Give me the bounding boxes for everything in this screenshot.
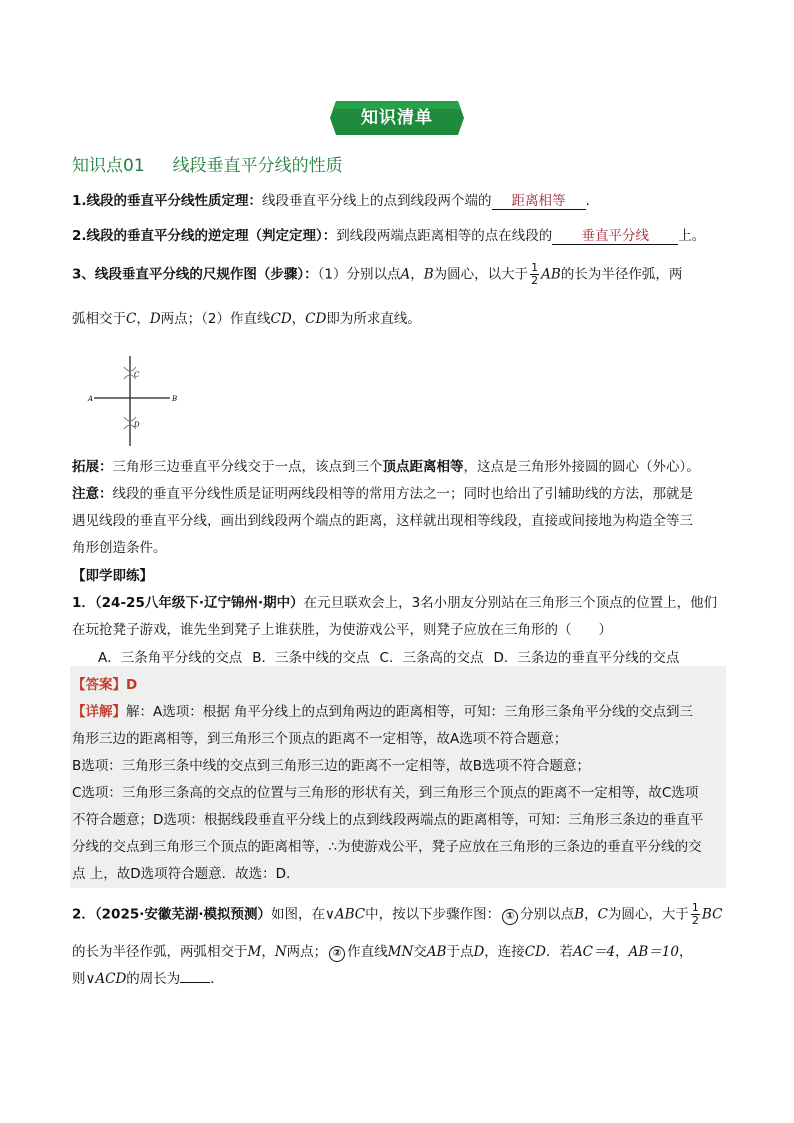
detail-line-5: 不符合题意；D选项：根据线段垂直平分线上的点到线段两端点的距离相等，可知：三角形三条边的垂直平: [72, 812, 704, 828]
theorem-1-end: .: [585, 193, 590, 209]
text: ，这点是三角形外接圆的圆心（外心）。: [463, 459, 700, 475]
detail-line-6: 分线的交点到三角形三个顶点的距离相等，∴为使游戏公平，凳子应放在三角形的三条边的垂直平分线的交: [72, 839, 702, 855]
question-source: （2025·安徽芜湖·模拟预测）: [94, 906, 271, 923]
triangle-abc: ∨ABC: [325, 906, 366, 923]
text: 作直线: [347, 944, 388, 960]
answer-line: [72, 673, 137, 693]
fraction-one-half: [691, 902, 700, 927]
note-line-2: 遇见线段的垂直平分线，画出到线段两个端点的距离，这样就出现相等线段，直接或间接地为构造全等三: [72, 513, 693, 529]
given-ab: AB＝10: [628, 944, 679, 960]
text: 为圆心，大于: [607, 906, 689, 923]
text: 的周长为: [126, 971, 181, 987]
note-line-1: [72, 482, 693, 502]
option-b: B．三条中线的交点: [252, 650, 370, 666]
text: 的长为半径作弧，两: [560, 266, 683, 283]
detail-line-3: B选项：三角形三条中线的交点到三角形三边的距离不一定相等，故B选项不符合题意；: [72, 758, 591, 774]
detail-label: 【详解】: [72, 704, 126, 720]
text: 于点: [446, 944, 474, 960]
line-cd: CD: [305, 311, 327, 327]
segment-bc: BC: [701, 906, 723, 923]
numerator: 1: [531, 261, 539, 274]
label-b: B: [172, 395, 178, 403]
text: 如图，在: [271, 906, 325, 923]
text: 的长为半径作弧，两弧相交于: [72, 944, 248, 960]
question-1-options: [98, 646, 679, 666]
point-b: B: [574, 906, 585, 923]
theorem-2-answer: 垂直平分线: [552, 224, 678, 245]
detail-line-7: 点 上，故D选项符合题意．故选：D．: [72, 866, 300, 882]
question-2-line-1: [72, 902, 722, 927]
text: ，: [136, 311, 150, 327]
section-banner: [330, 98, 464, 138]
theorem-1-lead: 1.线段的垂直平分线性质定理：: [72, 193, 263, 209]
denominator: 2: [531, 274, 539, 287]
denominator: 2: [691, 914, 699, 927]
text: 则: [72, 971, 86, 987]
text: 即为所求直线。: [326, 311, 421, 327]
option-c: C．三条高的交点: [379, 650, 484, 666]
question-number: 2．: [72, 906, 95, 923]
step-1-marker: ①: [502, 909, 518, 925]
text: 两点；: [286, 944, 328, 960]
detail-line-4: C选项：三角形三条高的交点的位置与三角形的形状有关，到三角形三个顶点的距离不一定相等，故C选项: [72, 785, 699, 801]
step-2-marker: ②: [329, 946, 345, 962]
theorem-1-answer: 距离相等: [492, 189, 586, 210]
option-d: D．三条边的垂直平分线的交点: [493, 650, 680, 666]
text: 两点；（2）作直线: [160, 311, 271, 327]
question-2-line-3: [72, 967, 224, 987]
extension-note: [72, 455, 700, 475]
point-a: A: [400, 266, 411, 283]
numerator: 1: [691, 901, 699, 914]
text: 在元旦联欢会上，3名小朋友分别站在三角形三个顶点的位置上，他们: [303, 595, 718, 611]
text: ．若: [545, 944, 573, 960]
point-m: M: [247, 944, 262, 960]
construction-steps-line-1: [72, 262, 682, 287]
label-c: C: [134, 371, 140, 379]
extension-lead: 拓展：: [72, 459, 113, 475]
construction-steps-line-2: [72, 307, 421, 327]
text: ，: [584, 906, 598, 923]
theorem-1-text: 线段垂直平分线上的点到线段两个端的: [262, 193, 492, 209]
theorem-2-lead: 2.线段的垂直平分线的逆定理（判定定理）：: [72, 228, 337, 244]
label-a: A: [88, 395, 94, 403]
fraction-one-half: [530, 262, 539, 287]
text: 弧相交于: [72, 311, 126, 327]
emphasis: 顶点距离相等: [382, 459, 464, 475]
triangle-acd: ∨ACD: [85, 971, 127, 987]
answer-value: D: [126, 677, 138, 693]
text: 为圆心，以大于: [433, 266, 529, 283]
theorem-1: [72, 189, 590, 210]
line-cd: CD: [270, 311, 292, 327]
label-d: D: [134, 421, 140, 429]
note-line-3: 角形创造条件。: [72, 540, 167, 556]
text: 分别以点: [520, 906, 575, 923]
point-d: D: [473, 944, 485, 960]
knowledge-point-number: 知识点01: [72, 156, 145, 176]
answer-label: 【答案】: [72, 677, 126, 693]
question-1-line-1: [72, 591, 717, 611]
text: ．: [210, 971, 224, 987]
theorem-2-text: 到线段两端点距离相等的点在线段的: [336, 228, 553, 244]
text: 三角形三边垂直平分线交于一点，该点到三个: [112, 459, 383, 475]
point-c: C: [126, 311, 137, 327]
knowledge-point-heading: [72, 151, 343, 176]
segment-cd: CD: [524, 944, 546, 960]
segment-ab: AB: [426, 944, 447, 960]
text: ，: [410, 266, 424, 283]
perpendicular-bisector-figure: [86, 353, 182, 449]
question-1-line-2: 在玩抢凳子游戏，谁先坐到凳子上谁获胜，为使游戏公平，则凳子应放在三角形的（ ）: [72, 622, 612, 638]
question-number: 1．: [72, 595, 95, 611]
segment-ab: AB: [541, 266, 561, 283]
text: 交: [413, 944, 427, 960]
knowledge-point-title: 线段垂直平分线的性质: [172, 156, 343, 176]
note-lead: 注意：: [72, 486, 113, 502]
text: 线段的垂直平分线性质是证明两线段相等的常用方法之一；同时也给出了引辅助线的方法，那就是: [112, 486, 693, 502]
text: （1）分别以点: [317, 266, 401, 283]
answer-blank[interactable]: [180, 982, 210, 983]
line-mn: MN: [387, 944, 414, 960]
practice-heading: 【即学即练】: [72, 568, 153, 584]
text: 中，按以下步骤作图：: [365, 906, 501, 923]
question-source: （24-25八年级下·辽宁锦州·期中）: [94, 595, 304, 611]
banner-title: 知识清单: [361, 108, 433, 128]
detail-line-2: 角形三边的距离相等，到三角形三个顶点的距离不一定相等，故A选项不符合题意；: [72, 731, 568, 747]
detail-line-1: [72, 700, 693, 720]
option-a: A．三条角平分线的交点: [98, 650, 243, 666]
text: ，连接: [484, 944, 525, 960]
point-c: C: [597, 906, 608, 923]
text: ，: [291, 311, 306, 327]
given-ac: AC＝4: [572, 944, 616, 960]
theorem-2: [72, 224, 705, 245]
question-2-line-2: 的长为半径作弧，两弧相交于M，N两点； ② 作直线MN交AB于点D，连接CD．若AC＝4，AB＝10，: [72, 944, 693, 960]
point-d: D: [149, 311, 161, 327]
text: 解：A选项：根据 角平分线上的点到角两边的距离相等，可知：三角形三条角平分线的交点到三: [126, 704, 694, 720]
theorem-2-end: 上。: [678, 228, 706, 244]
point-b: B: [423, 266, 434, 283]
point-n: N: [274, 944, 287, 960]
construction-lead: 3、线段垂直平分线的尺规作图（步骤）：: [72, 266, 318, 283]
